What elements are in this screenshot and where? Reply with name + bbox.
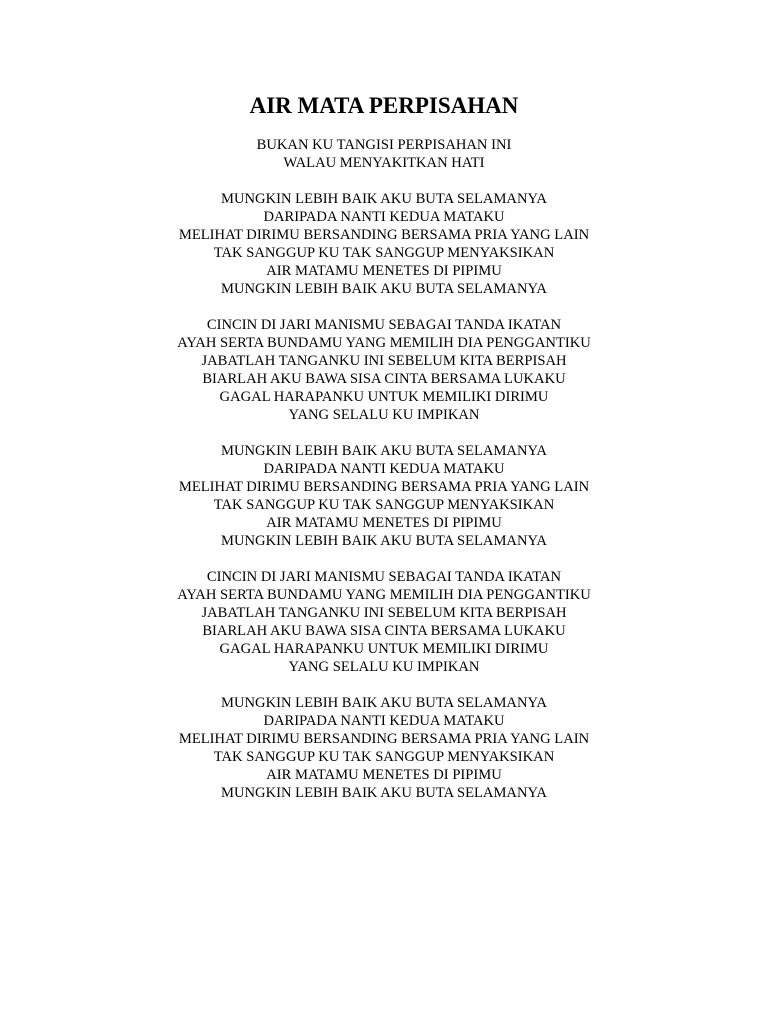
- lyric-line: CINCIN DI JARI MANISMU SEBAGAI TANDA IKATAN: [206, 317, 562, 333]
- lyric-line: MELIHAT DIRIMU BERSANDING BERSAMA PRIA YANG LAIN: [178, 731, 590, 747]
- lyric-line: AIR MATAMU MENETES DI PIPIMU: [266, 263, 502, 279]
- stanza: [0, 442, 768, 550]
- lyric-line: YANG SELALU KU IMPIKAN: [288, 407, 480, 423]
- lyric-line: DARIPADA NANTI KEDUA MATAKU: [263, 713, 505, 729]
- lyric-line: CINCIN DI JARI MANISMU SEBAGAI TANDA IKATAN: [206, 569, 562, 585]
- stanza: [0, 136, 768, 172]
- lyric-line: AYAH SERTA BUNDAMU YANG MEMILIH DIA PENGGANTIKU: [177, 587, 591, 603]
- lyric-line: WALAU MENYAKITKAN HATI: [283, 155, 485, 171]
- lyric-line: TAK SANGGUP KU TAK SANGGUP MENYAKSIKAN: [213, 497, 555, 513]
- lyric-line: MUNGKIN LEBIH BAIK AKU BUTA SELAMANYA: [221, 695, 547, 711]
- lyric-line: DARIPADA NANTI KEDUA MATAKU: [263, 209, 505, 225]
- lyric-line: AIR MATAMU MENETES DI PIPIMU: [266, 515, 502, 531]
- lyric-line: MUNGKIN LEBIH BAIK AKU BUTA SELAMANYA: [221, 443, 547, 459]
- stanza: [0, 568, 768, 676]
- lyric-line: JABATLAH TANGANKU INI SEBELUM KITA BERPISAH: [201, 353, 567, 369]
- stanza: [0, 190, 768, 298]
- lyric-line: AIR MATAMU MENETES DI PIPIMU: [266, 767, 502, 783]
- lyric-line: MUNGKIN LEBIH BAIK AKU BUTA SELAMANYA: [221, 785, 547, 801]
- lyric-line: BIARLAH AKU BAWA SISA CINTA BERSAMA LUKAKU: [202, 623, 566, 639]
- stanza: [0, 694, 768, 802]
- lyrics-body: [0, 136, 768, 820]
- lyric-line: GAGAL HARAPANKU UNTUK MEMILIKI DIRIMU: [219, 389, 549, 405]
- lyric-line: YANG SELALU KU IMPIKAN: [288, 659, 480, 675]
- lyric-line: MUNGKIN LEBIH BAIK AKU BUTA SELAMANYA: [221, 533, 547, 549]
- lyric-line: MUNGKIN LEBIH BAIK AKU BUTA SELAMANYA: [221, 281, 547, 297]
- lyric-line: AYAH SERTA BUNDAMU YANG MEMILIH DIA PENGGANTIKU: [177, 335, 591, 351]
- lyric-line: BUKAN KU TANGISI PERPISAHAN INI: [256, 137, 512, 153]
- lyric-line: TAK SANGGUP KU TAK SANGGUP MENYAKSIKAN: [213, 245, 555, 261]
- lyric-line: DARIPADA NANTI KEDUA MATAKU: [263, 461, 505, 477]
- lyric-line: MELIHAT DIRIMU BERSANDING BERSAMA PRIA YANG LAIN: [178, 479, 590, 495]
- lyric-line: MUNGKIN LEBIH BAIK AKU BUTA SELAMANYA: [221, 191, 547, 207]
- lyric-line: MELIHAT DIRIMU BERSANDING BERSAMA PRIA YANG LAIN: [178, 227, 590, 243]
- lyric-line: GAGAL HARAPANKU UNTUK MEMILIKI DIRIMU: [219, 641, 549, 657]
- lyric-line: TAK SANGGUP KU TAK SANGGUP MENYAKSIKAN: [213, 749, 555, 765]
- lyric-line: JABATLAH TANGANKU INI SEBELUM KITA BERPISAH: [201, 605, 567, 621]
- lyric-line: BIARLAH AKU BAWA SISA CINTA BERSAMA LUKAKU: [202, 371, 566, 387]
- stanza: [0, 316, 768, 424]
- song-title: AIR MATA PERPISAHAN: [249, 93, 519, 118]
